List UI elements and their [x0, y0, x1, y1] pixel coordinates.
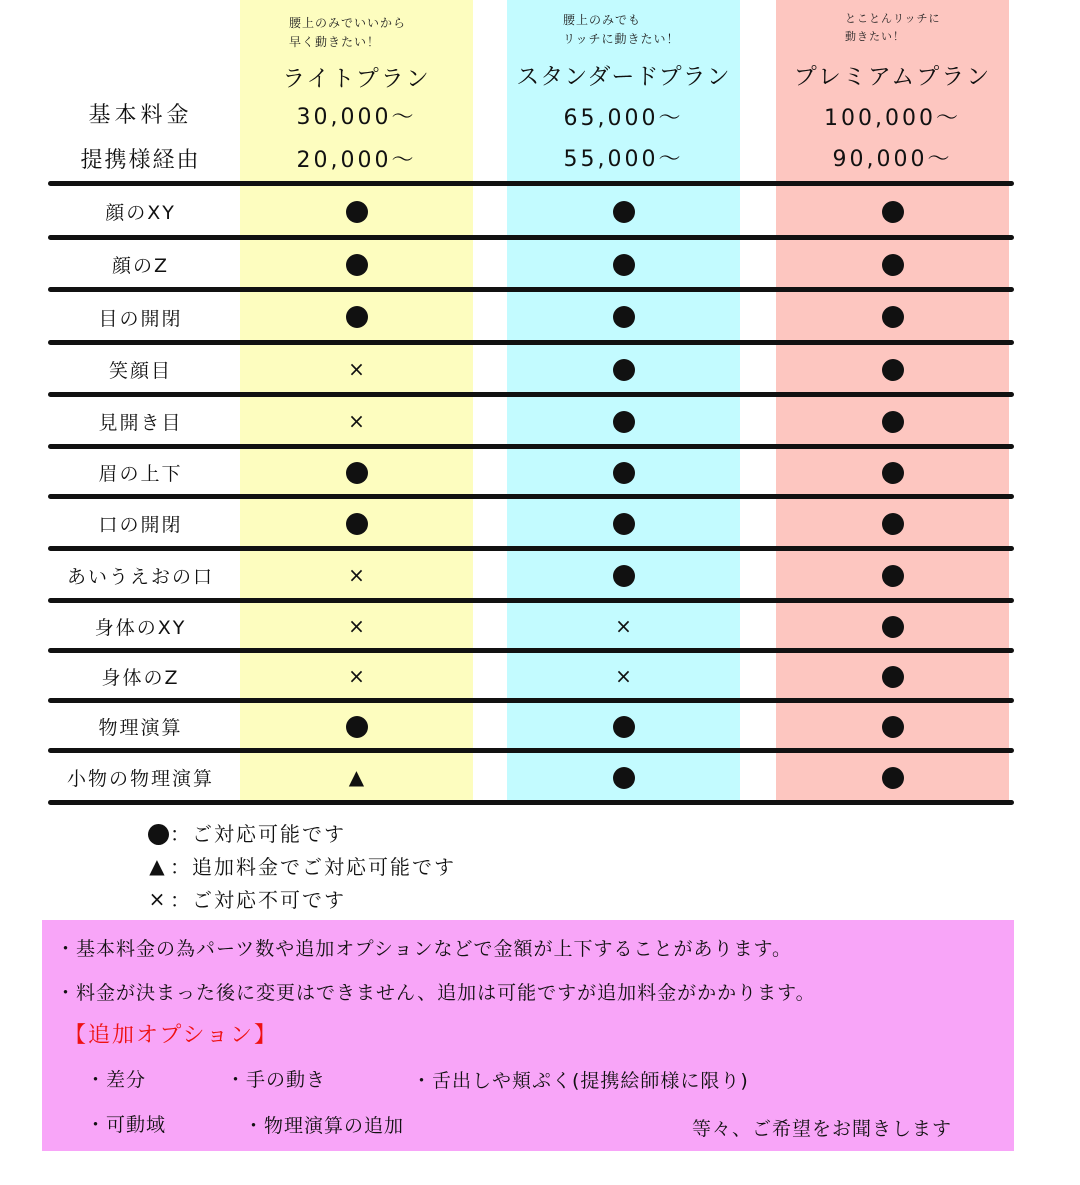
filled-circle-icon: [507, 763, 740, 791]
cross-icon: ×: [348, 614, 365, 638]
filled-circle-icon: [146, 821, 170, 845]
filled-circle-icon: [507, 197, 740, 225]
filled-circle-icon: [776, 303, 1009, 331]
light-partner-price: 20,000～: [296, 148, 417, 173]
cross-icon: ×: [348, 357, 365, 381]
filled-circle-icon: [507, 509, 740, 537]
filled-circle-icon: [507, 458, 740, 486]
feature-label: 口の開閉: [98, 514, 183, 536]
filled-circle-icon: [776, 250, 1009, 278]
cross-icon: ×: [148, 886, 168, 911]
filled-circle-icon: [776, 561, 1009, 589]
base-price-label: 基本料金: [88, 103, 193, 128]
row-divider: [48, 340, 1014, 345]
filled-circle-icon: [507, 407, 740, 435]
triangle-icon: ▲: [149, 853, 167, 878]
feature-label: 眉の上下: [98, 463, 183, 485]
premium-base-price: 100,000～: [824, 106, 961, 131]
partner-price-label: 提携様経由: [80, 148, 201, 173]
triangle-icon: ▲: [348, 765, 365, 789]
row-divider: [48, 287, 1014, 292]
premium-plan-tagline: [845, 10, 941, 46]
legend-text: ：追加料金でご対応可能です: [170, 855, 456, 879]
option-physics: ・物理演算の追加: [244, 1115, 405, 1137]
option-range: ・可動域: [86, 1114, 167, 1136]
option-hand: ・手の動き: [226, 1069, 327, 1091]
filled-circle-icon: [776, 458, 1009, 486]
row-divider: [48, 444, 1014, 449]
legend-available: [146, 818, 346, 847]
option-diff: ・差分: [86, 1069, 147, 1091]
options-heading: 【追加オプション】: [64, 1023, 279, 1048]
row-divider: [48, 392, 1014, 397]
light-plan-tagline: [289, 14, 406, 52]
row-divider: [48, 748, 1014, 753]
note-no-changes: ・料金が決まった後に変更はできません、追加は可能ですが追加料金がかかります。: [56, 982, 816, 1004]
feature-label: 小物の物理演算: [66, 768, 214, 790]
premium-partner-price: 90,000～: [832, 147, 953, 172]
feature-label: 顔のXY: [105, 202, 176, 224]
feature-label: あいうえおの口: [66, 566, 214, 588]
row-divider: [48, 598, 1014, 603]
filled-circle-icon: [240, 458, 473, 486]
notes-panel: [42, 920, 1014, 1151]
tagline-line: 腰上のみでいいから: [289, 16, 407, 30]
filled-circle-icon: [240, 197, 473, 225]
tagline-line: 早く動きたい！: [289, 35, 381, 49]
row-divider: [48, 494, 1014, 499]
filled-circle-icon: [507, 561, 740, 589]
feature-label: 物理演算: [98, 717, 183, 739]
cross-icon: ×: [615, 614, 632, 638]
filled-circle-icon: [507, 712, 740, 740]
filled-circle-icon: [776, 197, 1009, 225]
tagline-line: 腰上のみでも: [563, 13, 642, 27]
legend-text: ：ご対応可能です: [170, 822, 346, 846]
filled-circle-icon: [240, 250, 473, 278]
filled-circle-icon: [240, 303, 473, 331]
filled-circle-icon: [240, 509, 473, 537]
cross-icon: ×: [348, 563, 365, 587]
tagline-line: 動きたい！: [845, 30, 905, 43]
feature-label: 身体のZ: [101, 667, 180, 689]
feature-label: 目の開閉: [98, 307, 183, 330]
filled-circle-icon: [776, 509, 1009, 537]
feature-label: 笑顔目: [108, 360, 172, 382]
legend-text: ：ご対応不可です: [170, 888, 346, 912]
cross-icon: ×: [615, 664, 632, 688]
tagline-line: とことんリッチに: [845, 12, 941, 25]
closing-note: 等々、ご希望をお聞きします: [692, 1118, 953, 1140]
standard-plan-tagline: [563, 11, 680, 49]
filled-circle-icon: [507, 303, 740, 331]
feature-label: 顔のZ: [111, 255, 170, 277]
filled-circle-icon: [776, 355, 1009, 383]
note-price-variance: ・基本料金の為パーツ数や追加オプションなどで金額が上下することがあります。: [56, 938, 793, 960]
feature-label: 身体のXY: [94, 617, 187, 639]
tagline-line: リッチに動きたい！: [563, 32, 680, 46]
row-divider: [48, 648, 1014, 653]
filled-circle-icon: [776, 612, 1009, 640]
filled-circle-icon: [776, 712, 1009, 740]
cross-icon: ×: [348, 409, 365, 433]
filled-circle-icon: [507, 355, 740, 383]
filled-circle-icon: [776, 407, 1009, 435]
filled-circle-icon: [507, 250, 740, 278]
row-divider: [48, 698, 1014, 703]
premium-plan-name: プレミアムプラン: [793, 64, 992, 90]
standard-partner-price: 55,000～: [563, 147, 684, 172]
light-base-price: 30,000～: [296, 105, 417, 130]
feature-label: 見開き目: [98, 412, 183, 434]
legend-extra-fee: [146, 851, 456, 880]
filled-circle-icon: [776, 662, 1009, 690]
option-tongue: ・舌出しや頬ぷく(提携絵師様に限り): [412, 1070, 749, 1092]
light-plan-name: ライトプラン: [282, 66, 431, 92]
standard-plan-name: スタンダードプラン: [516, 64, 731, 90]
row-divider: [48, 181, 1014, 186]
filled-circle-icon: [240, 712, 473, 740]
row-divider: [48, 800, 1014, 805]
row-divider: [48, 235, 1014, 240]
cross-icon: ×: [348, 664, 365, 688]
legend-unavailable: [146, 884, 346, 913]
standard-base-price: 65,000～: [563, 106, 684, 131]
filled-circle-icon: [776, 763, 1009, 791]
row-divider: [48, 546, 1014, 551]
